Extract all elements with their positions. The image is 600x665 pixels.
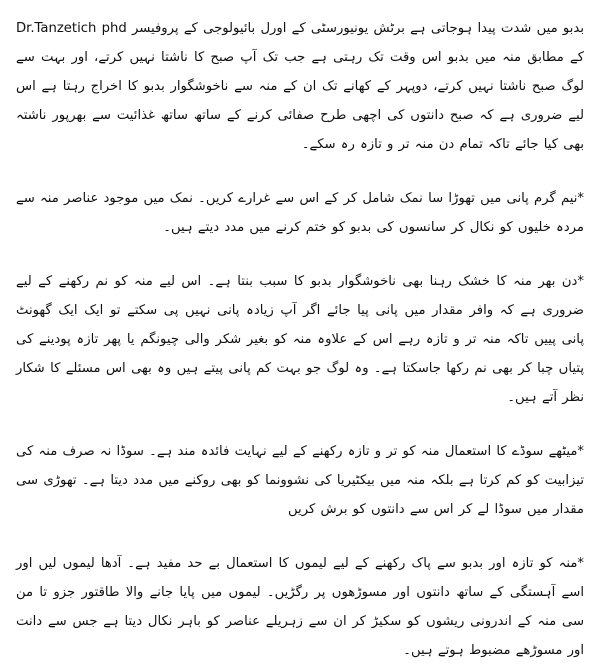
article-paragraph-salt-water: *نیم گرم پانی میں تھوڑا سا نمک شامل کر کے اس سے غرارے کریں۔ نمک میں موجود عناصر منہ سے مردہ خلیوں کو نکال کر سانسوں کی بدبو کو ختم کرنے میں مدد دیتے ہیں۔	[16, 191, 584, 235]
article-paragraph-baking-soda: *میٹھے سوڈے کا استعمال منہ کو تر و تازہ رکھنے کے لیے نہایت فائدہ مند ہے۔ سوڈا نہ صرف منہ کی تیزابیت کو کم کرتا ہے بلکہ منہ میں بیکٹیریا کی نشوونما کو بھی روکنے میں مدد دیتا ہے۔ تھوڑی سی مقدار میں سوڈا لے کر اس سے دانتوں کو برش کریں	[16, 444, 584, 517]
article-paragraph-lemon: *منہ کو تازہ اور بدبو سے پاک رکھنے کے لیے لیموں کا استعمال بے حد مفید ہے۔ آدھا لیموں لیں اور اسے آہستگی کے ساتھ دانتوں اور مسوڑھوں پر رگڑیں۔ لیموں میں پایا جانے والا طاقتور جزو تا من سی منہ کے اندرونی ریشوں کو سکیڑ کر ان سے زہریلے عناصر کو باہر نکال دیتا ہے جس سے دانت اور مسوڑھے مضبوط ہوتے ہیں۔	[16, 556, 584, 658]
article-paragraph-dry-mouth: *دن بھر منہ کا خشک رہنا بھی ناخوشگوار بدبو کا سبب بنتا ہے۔ اس لیے منہ کو نم رکھنے کے لیے ضروری ہے کہ وافر مقدار میں پانی پیا جائے اگر آپ زیادہ پانی نہیں پی سکتے تو ایک ایک گھونٹ پانی پییں تاکہ منہ تر و تازہ رہے اس کے علاوہ منہ کو بغیر شکر والی چیونگم یا پھر تازہ پودینے کی پتیاں چبا کر بھی نم رکھا جاسکتا ہے۔ وہ لوگ جو بہت کم پانی پیتے ہیں وہ بھی اس مسئلے کا شکار نظر آتے ہیں۔	[16, 274, 584, 405]
article-paragraph-intro: بدبو میں شدت پیدا ہوجاتی ہے برٹش یونیورسٹی کے اورل بائیولوجی کے پروفیسر Dr.Tanzetich phd کے مطابق منہ میں بدبو اس وقت تک رہتی ہے جب تک آپ صبح کا ناشتا نہیں کرتے، اور بہت سے لوگ صبح ناشتا نہیں کرتے، دوپہر کے کھانے تک ان کے منہ سے ناخوشگوار بدبو کا اخراج رہتا ہے اس لیے ضروری ہے کہ صبح دانتوں کی اچھی طرح صفائی کرنے کے ساتھ ساتھ غذائیت سے بھرپور ناشتہ بھی کیا جائے تاکہ تمام دن منہ تر و تازہ رہ سکے۔	[16, 21, 585, 152]
